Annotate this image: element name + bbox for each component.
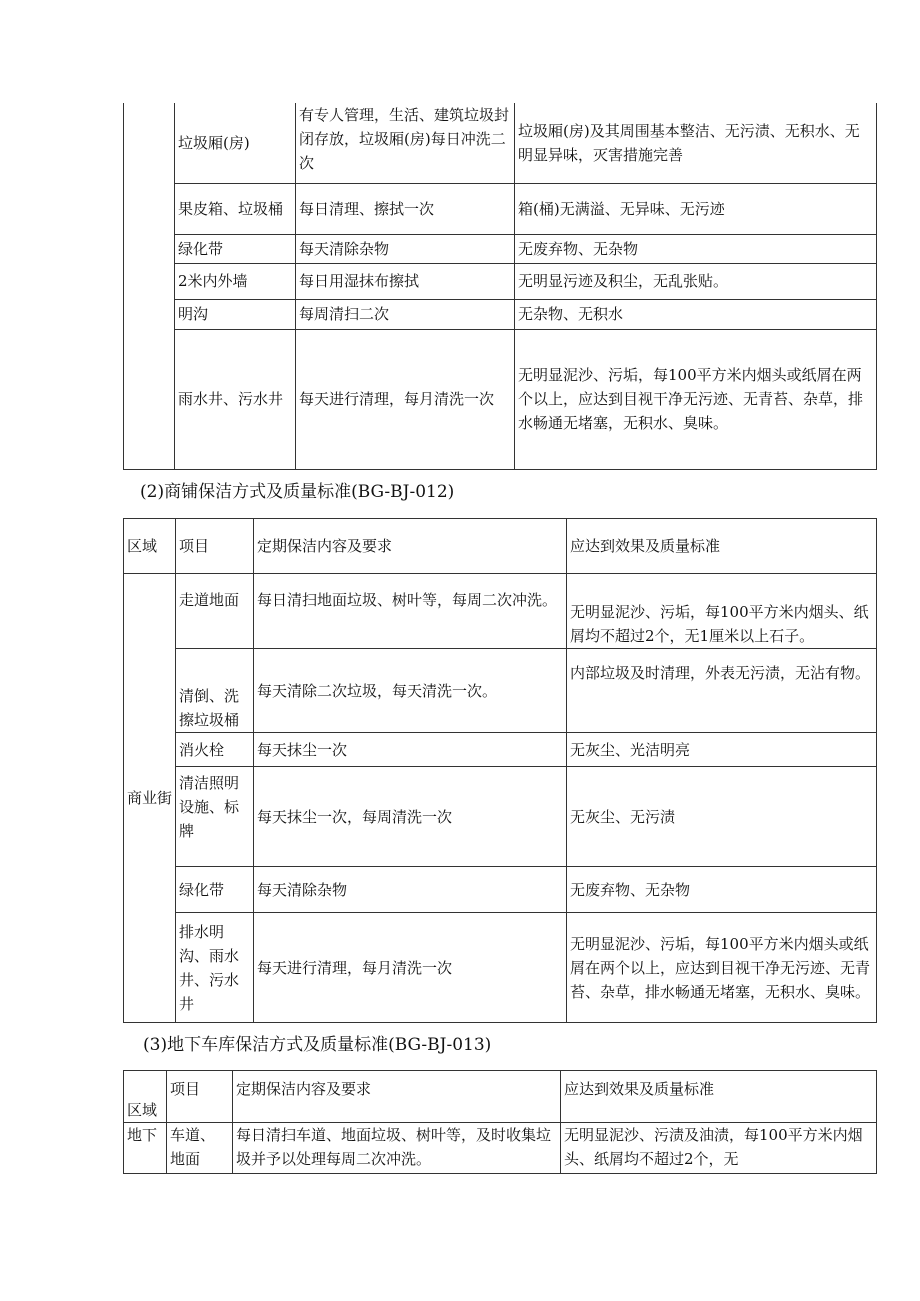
header-content: 定期保洁内容及要求: [233, 1071, 561, 1123]
standard-cell: 箱(桶)无满溢、无异味、无污迹: [515, 183, 877, 234]
header-standard: 应达到效果及质量标准: [567, 519, 877, 574]
content-cell: 每周清扫二次: [296, 299, 515, 329]
area-cell: 地下: [124, 1123, 167, 1174]
item-cell: 绿化带: [176, 867, 254, 913]
standard-cell: 无明显泥沙、污渍及油渍，每100平方米内烟头、纸屑均不超过2个，无: [561, 1123, 877, 1174]
table-3: [123, 1070, 877, 1174]
header-area: 区域: [124, 1071, 167, 1123]
header-item: 项目: [167, 1071, 233, 1123]
area-cell: 商业街: [124, 574, 176, 1023]
content-cell: 每天进行清理，每月清洗一次: [254, 913, 567, 1023]
table-row: [124, 1123, 877, 1174]
standard-cell: 无杂物、无积水: [515, 299, 877, 329]
item-cell: 明沟: [175, 299, 296, 329]
item-cell: 绿化带: [175, 234, 296, 263]
content-cell: 每天清除二次垃圾，每天清洗一次。: [254, 649, 567, 733]
standard-cell: 无灰尘、光洁明亮: [567, 733, 877, 767]
standard-cell: 无明显泥沙、污垢，每100平方米内烟头、纸屑均不超过2个，无1厘米以上石子。: [567, 574, 877, 649]
content-cell: 有专人管理，生活、建筑垃圾封闭存放，垃圾厢(房)每日冲洗二次: [296, 103, 515, 183]
item-cell: 清倒、洗擦垃圾桶: [176, 649, 254, 733]
item-cell: 雨水井、污水井: [175, 329, 296, 469]
section-2-title: (2)商铺保洁方式及质量标准(BG-BJ-012): [140, 482, 455, 502]
item-cell: 消火栓: [176, 733, 254, 767]
content-cell: 每日用湿抹布擦拭: [296, 263, 515, 299]
table-row: [124, 299, 877, 329]
standard-cell: 无明显污迹及积尘，无乱张贴。: [515, 263, 877, 299]
table-row: [124, 649, 877, 733]
standard-cell: 无废弃物、无杂物: [515, 234, 877, 263]
table-row: [124, 234, 877, 263]
item-cell: 排水明沟、雨水井、污水井: [176, 913, 254, 1023]
table-row: [124, 913, 877, 1023]
table-row: [124, 263, 877, 299]
header-area: 区域: [124, 519, 176, 574]
table-header-row: [124, 519, 877, 574]
header-item: 项目: [176, 519, 254, 574]
standard-cell: 无灰尘、无污渍: [567, 767, 877, 867]
item-cell: 果皮箱、垃圾桶: [175, 183, 296, 234]
content-cell: 每天抹尘一次: [254, 733, 567, 767]
standard-cell: 无明显泥沙、污垢，每100平方米内烟头或纸屑在两个以上，应达到目视干净无污迹、无青苔、杂草，排水畅通无堵塞，无积水、臭味。: [567, 913, 877, 1023]
content-cell: 每天清除杂物: [296, 234, 515, 263]
table-2: [123, 518, 877, 1023]
content-cell: 每天清除杂物: [254, 867, 567, 913]
table-row: [124, 733, 877, 767]
item-cell: 2米内外墙: [175, 263, 296, 299]
table-row: [124, 574, 877, 649]
item-cell: 垃圾厢(房): [175, 103, 296, 183]
table-row: [124, 329, 877, 469]
content-cell: 每日清理、擦拭一次: [296, 183, 515, 234]
table-1: [123, 103, 877, 470]
standard-cell: 无明显泥沙、污垢，每100平方米内烟头或纸屑在两个以上，应达到目视干净无污迹、无青苔、杂草，排水畅通无堵塞，无积水、臭味。: [515, 329, 877, 469]
content-cell: 每天抹尘一次，每周清洗一次: [254, 767, 567, 867]
section-3-title: (3)地下车库保洁方式及质量标准(BG-BJ-013): [143, 1035, 492, 1055]
table-row: [124, 867, 877, 913]
content-cell: 每日清扫地面垃圾、树叶等，每周二次冲洗。: [254, 574, 567, 649]
table-row: [124, 103, 877, 183]
table-row: [124, 183, 877, 234]
standard-cell: 内部垃圾及时清理，外表无污渍，无沾有物。: [567, 649, 877, 733]
header-content: 定期保洁内容及要求: [254, 519, 567, 574]
item-cell: 车道、地面: [167, 1123, 233, 1174]
standard-cell: 垃圾厢(房)及其周围基本整洁、无污渍、无积水、无明显异味，灭害措施完善: [515, 103, 877, 183]
item-cell: 清洁照明设施、标牌: [176, 767, 254, 867]
standard-cell: 无废弃物、无杂物: [567, 867, 877, 913]
table-header-row: [124, 1071, 877, 1123]
content-cell: 每日清扫车道、地面垃圾、树叶等，及时收集垃圾并予以处理每周二次冲洗。: [233, 1123, 561, 1174]
header-standard: 应达到效果及质量标准: [561, 1071, 877, 1123]
item-cell: 走道地面: [176, 574, 254, 649]
table-row: [124, 767, 877, 867]
content-cell: 每天进行清理，每月清洗一次: [296, 329, 515, 469]
area-cell: [124, 103, 175, 469]
